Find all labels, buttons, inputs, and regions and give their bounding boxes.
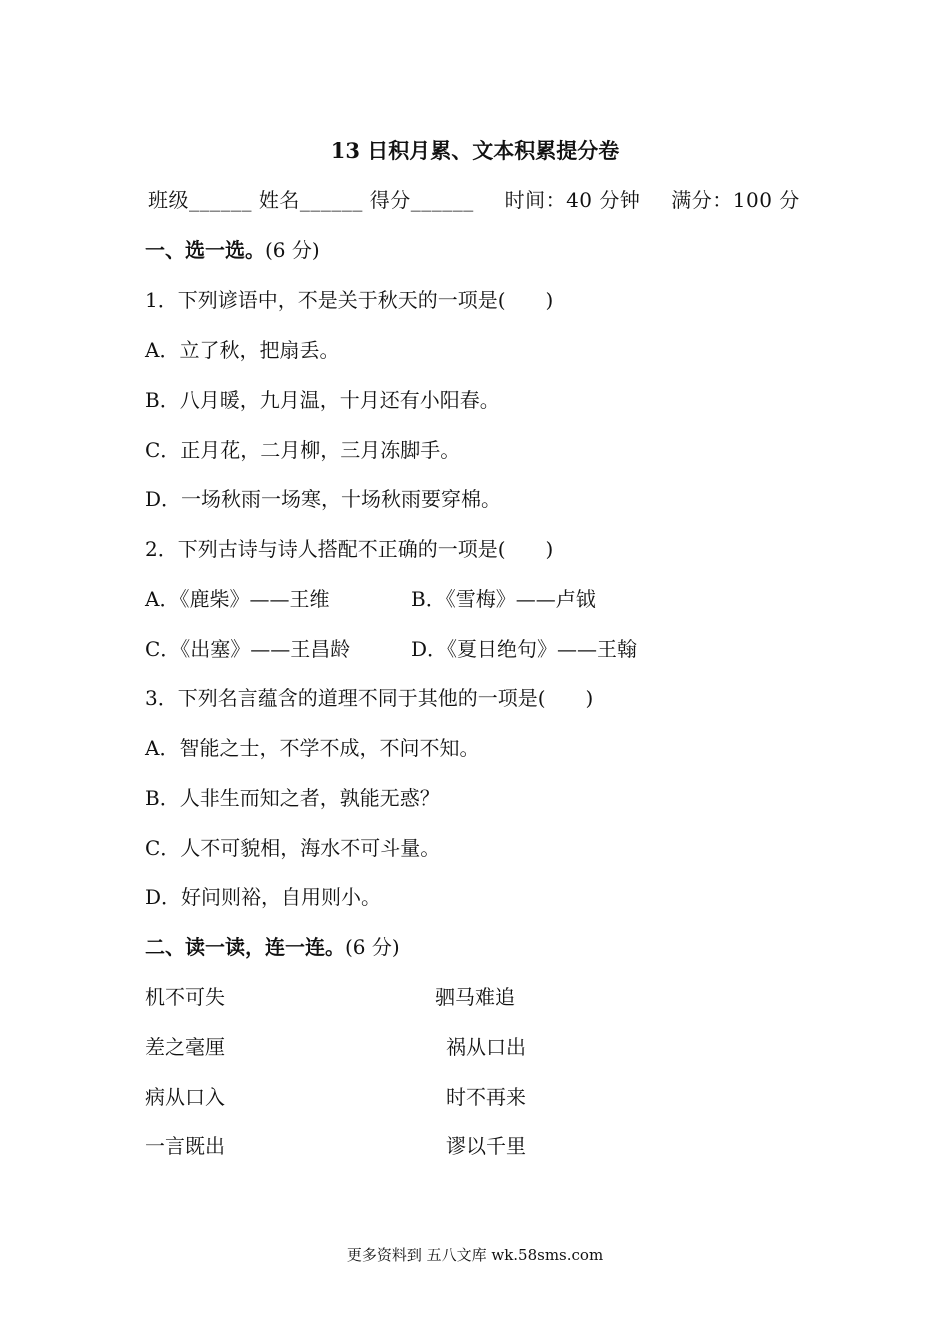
question-1-option-b: B．八月暖，九月温，十月还有小阳春。 — [145, 388, 500, 412]
score-field: 得分______ — [369, 188, 474, 212]
question-2-option-c: C．《出塞》——王昌龄 — [145, 637, 351, 661]
question-2-option-b: B．《雪梅》——卢钺 — [411, 587, 596, 611]
match-left-item: 病从口入 — [145, 1085, 225, 1109]
header-info — [148, 184, 800, 216]
question-3-option-c: C．人不可貌相，海水不可斗量。 — [145, 836, 441, 860]
page-title: 13 日积月累、文本积累提分卷 — [330, 138, 620, 163]
match-right-item: 时不再来 — [446, 1085, 526, 1109]
full-score-field: 满分：100 分 — [671, 188, 800, 212]
page-footer: 更多资料到 五八文库 wk.58sms.com — [346, 1246, 604, 1264]
class-field: 班级______ — [148, 188, 252, 212]
question-2-option-d: D．《夏日绝句》——王翰 — [411, 637, 638, 661]
question-2-stem: 2．下列古诗与诗人搭配不正确的一项是( ) — [145, 537, 554, 561]
question-1-option-c: C．正月花，二月柳，三月冻脚手。 — [145, 438, 461, 462]
match-left-item: 差之毫厘 — [145, 1035, 225, 1059]
question-2-option-a: A．《鹿柴》——王维 — [145, 587, 330, 611]
question-1-option-a: A．立了秋，把扇丢。 — [145, 338, 340, 362]
question-3-option-d: D．好问则裕，自用则小。 — [145, 885, 382, 909]
section-1-score: (6 分) — [265, 238, 320, 262]
question-1-option-d: D．一场秋雨一场寒，十场秋雨要穿棉。 — [145, 487, 502, 511]
section-2-heading — [145, 931, 400, 963]
section-1-title: 一、选一选。 — [145, 238, 265, 262]
section-2-score: (6 分) — [345, 935, 400, 959]
question-1-stem: 1．下列谚语中，不是关于秋天的一项是( ) — [145, 288, 554, 312]
section-2-title: 二、读一读，连一连。 — [145, 935, 345, 959]
match-left-item: 机不可失 — [145, 985, 225, 1009]
name-field: 姓名______ — [258, 188, 363, 212]
question-3-option-b: B．人非生而知之者，孰能无惑？ — [145, 786, 440, 810]
time-field: 时间：40 分钟 — [504, 188, 641, 212]
match-left-item: 一言既出 — [145, 1134, 225, 1158]
question-3-stem: 3．下列名言蕴含的道理不同于其他的一项是( ) — [145, 686, 594, 710]
match-right-item: 驷马难追 — [435, 985, 515, 1009]
section-1-heading — [145, 234, 320, 266]
question-3-option-a: A．智能之士，不学不成，不问不知。 — [145, 736, 480, 760]
match-right-item: 谬以千里 — [446, 1134, 526, 1158]
match-right-item: 祸从口出 — [446, 1035, 526, 1059]
